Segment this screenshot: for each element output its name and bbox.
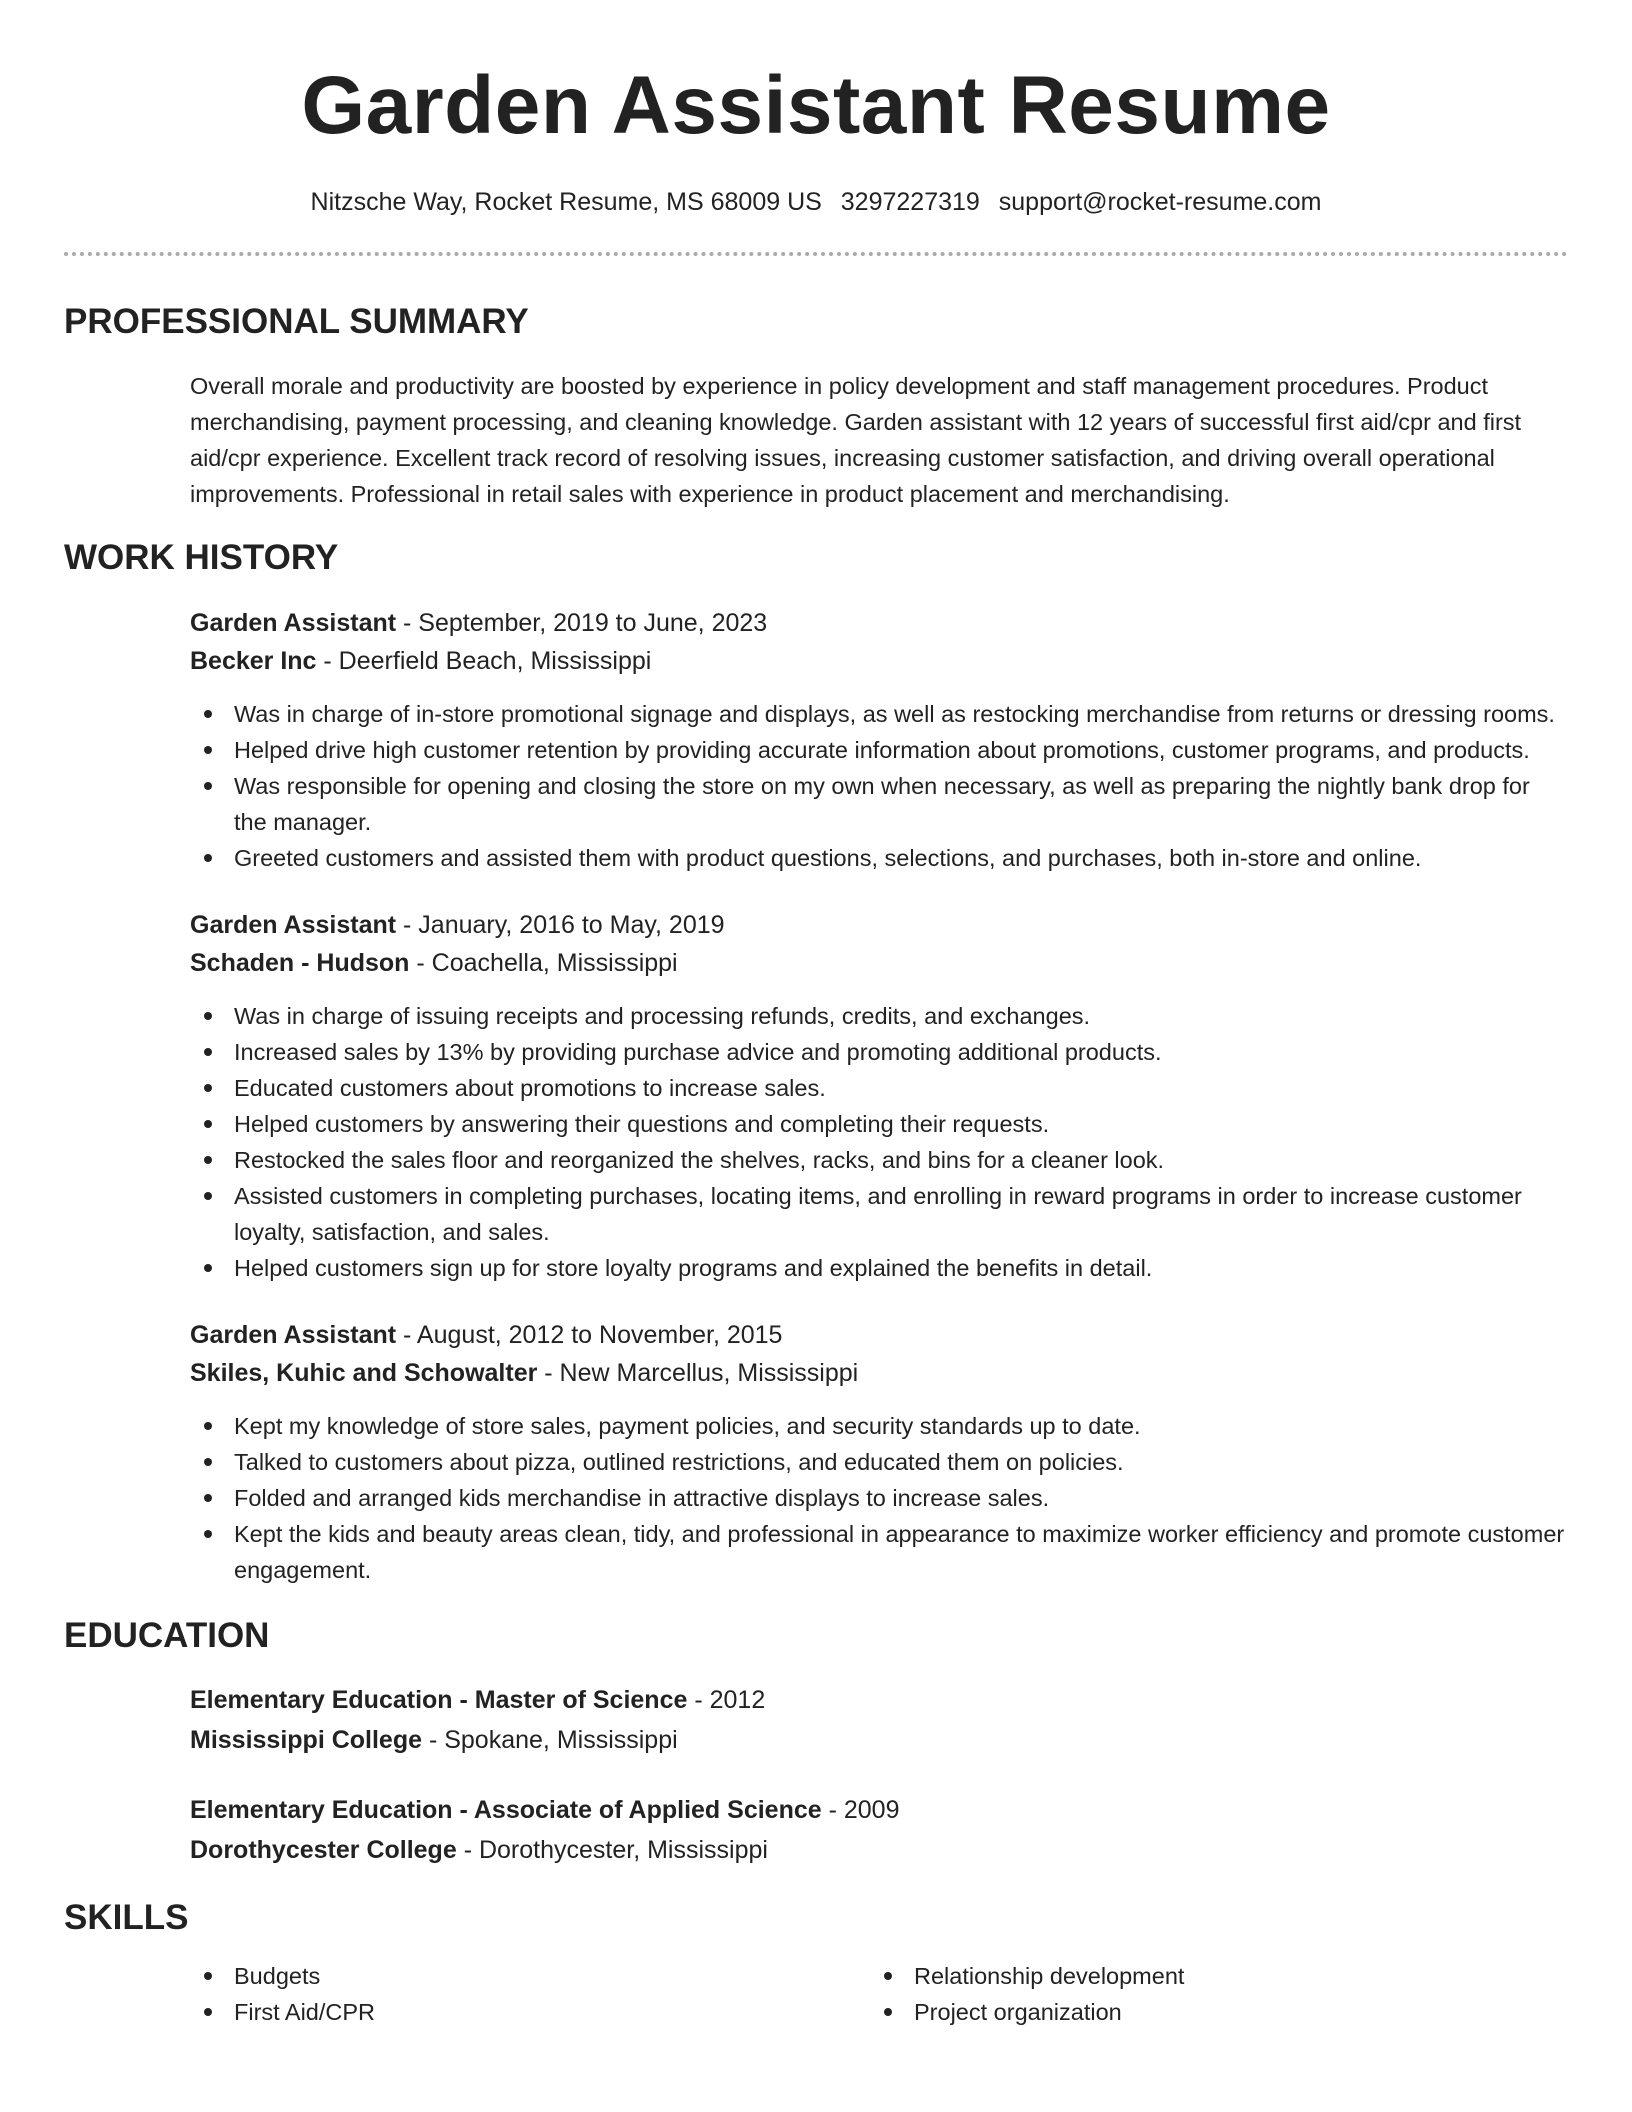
- list-item: Was in charge of issuing receipts and processing refunds, credits, and exchanges.: [190, 998, 1568, 1034]
- edu-degree: Elementary Education - Master of Science: [190, 1686, 688, 1714]
- job-bullets: [190, 1408, 1568, 1588]
- list-item: Helped customers by answering their questions and completing their requests.: [190, 1106, 1568, 1142]
- job-company-line: [190, 944, 1568, 982]
- education-heading: EDUCATION: [64, 1616, 270, 1655]
- edu-degree: Elementary Education - Associate of Applied Science: [190, 1796, 822, 1824]
- list-item: Restocked the sales floor and reorganized the shelves, racks, and bins for a cleaner look.: [190, 1142, 1568, 1178]
- list-item: Increased sales by 13% by providing purchase advice and promoting additional products.: [190, 1034, 1568, 1070]
- edu-school-line: [190, 1830, 1568, 1870]
- list-item: Educated customers about promotions to increase sales.: [190, 1070, 1568, 1106]
- skill-item: Relationship development: [870, 1958, 1550, 1994]
- edu-location: - Dorothycester, Mississippi: [456, 1836, 768, 1864]
- education-entry-2: [190, 1790, 1568, 1870]
- list-item: Kept the kids and beauty areas clean, tidy, and professional in appearance to maximize worker efficiency and promote customer engagement.: [190, 1516, 1568, 1588]
- skill-item: Project organization: [870, 1994, 1550, 2030]
- list-item: Was in charge of in-store promotional signage and displays, as well as restocking merchandise from returns or dressing rooms.: [190, 696, 1568, 732]
- job-dates: - January, 2016 to May, 2019: [396, 911, 725, 939]
- job-entry-1: [190, 604, 1568, 876]
- summary-heading: PROFESSIONAL SUMMARY: [64, 302, 529, 341]
- edu-year: - 2012: [687, 1686, 766, 1714]
- job-title: Garden Assistant: [190, 1321, 397, 1349]
- edu-school-line: [190, 1720, 1568, 1760]
- contact-address: Nitzsche Way, Rocket Resume, MS 68009 US: [310, 188, 822, 216]
- job-title-line: [190, 1316, 1568, 1354]
- job-location: - Coachella, Mississippi: [409, 949, 678, 977]
- list-item: Talked to customers about pizza, outlined restrictions, and educated them on policies.: [190, 1444, 1568, 1480]
- skills-heading: SKILLS: [64, 1898, 189, 1937]
- work-history-heading: WORK HISTORY: [64, 538, 339, 577]
- edu-school: Dorothycester College: [190, 1836, 457, 1864]
- edu-school: Mississippi College: [190, 1726, 423, 1754]
- contact-phone: 3297227319: [840, 188, 980, 216]
- job-company-line: [190, 642, 1568, 680]
- job-title-line: [190, 604, 1568, 642]
- contact-line: [64, 186, 1568, 218]
- resume-title: Garden Assistant Resume: [301, 60, 1331, 151]
- job-dates: - August, 2012 to November, 2015: [396, 1321, 783, 1349]
- header-divider: [64, 252, 1568, 256]
- job-title-line: [190, 906, 1568, 944]
- contact-email: support@rocket-resume.com: [998, 188, 1322, 216]
- job-dates: - September, 2019 to June, 2023: [396, 609, 768, 637]
- job-entry-2: [190, 906, 1568, 1286]
- skills-grid: [190, 1958, 1568, 2030]
- edu-degree-line: [190, 1790, 1568, 1830]
- edu-location: - Spokane, Mississippi: [422, 1726, 678, 1754]
- list-item: Kept my knowledge of store sales, payment policies, and security standards up to date.: [190, 1408, 1568, 1444]
- job-bullets: [190, 998, 1568, 1286]
- list-item: Was responsible for opening and closing the store on my own when necessary, as well as preparing the nightly bank drop for the manager.: [190, 768, 1568, 840]
- list-item: Folded and arranged kids merchandise in attractive displays to increase sales.: [190, 1480, 1568, 1516]
- job-bullets: [190, 696, 1568, 876]
- skills-list-right: [870, 1958, 1550, 2030]
- job-company: Schaden - Hudson: [190, 949, 410, 977]
- job-company: Skiles, Kuhic and Schowalter: [190, 1359, 538, 1387]
- job-location: - Deerfield Beach, Mississippi: [316, 647, 652, 675]
- summary-text: Overall morale and productivity are boosted by experience in policy development and staff management procedures. Product merchandising, payment processing, and cleaning knowledge. Garden assistant with 12 years of successful first aid/cpr and first aid/cpr experience. Excellent track record of resolving issues, increasing customer satisfaction, and driving overall operational improvements. Professional in retail sales with experience in product placement and merchandising.: [190, 373, 1522, 507]
- list-item: Helped drive high customer retention by providing accurate information about promotions, customer programs, and products.: [190, 732, 1568, 768]
- skill-item: Budgets: [190, 1958, 870, 1994]
- job-title: Garden Assistant: [190, 911, 397, 939]
- skills-column-right: [870, 1958, 1550, 2030]
- list-item: Assisted customers in completing purchases, locating items, and enrolling in reward programs in order to increase customer loyalty, satisfaction, and sales.: [190, 1178, 1568, 1250]
- education-entry-1: [190, 1680, 1568, 1760]
- job-entry-3: [190, 1316, 1568, 1588]
- edu-degree-line: [190, 1680, 1568, 1720]
- skill-item: First Aid/CPR: [190, 1994, 870, 2030]
- list-item: Greeted customers and assisted them with product questions, selections, and purchases, both in-store and online.: [190, 840, 1568, 876]
- edu-year: - 2009: [821, 1796, 900, 1824]
- list-item: Helped customers sign up for store loyalty programs and explained the benefits in detail.: [190, 1250, 1568, 1286]
- job-location: - New Marcellus, Mississippi: [537, 1359, 859, 1387]
- skills-column-left: [190, 1958, 870, 2030]
- job-title: Garden Assistant: [190, 609, 397, 637]
- job-company-line: [190, 1354, 1568, 1392]
- job-company: Becker Inc: [190, 647, 317, 675]
- skills-list-left: [190, 1958, 870, 2030]
